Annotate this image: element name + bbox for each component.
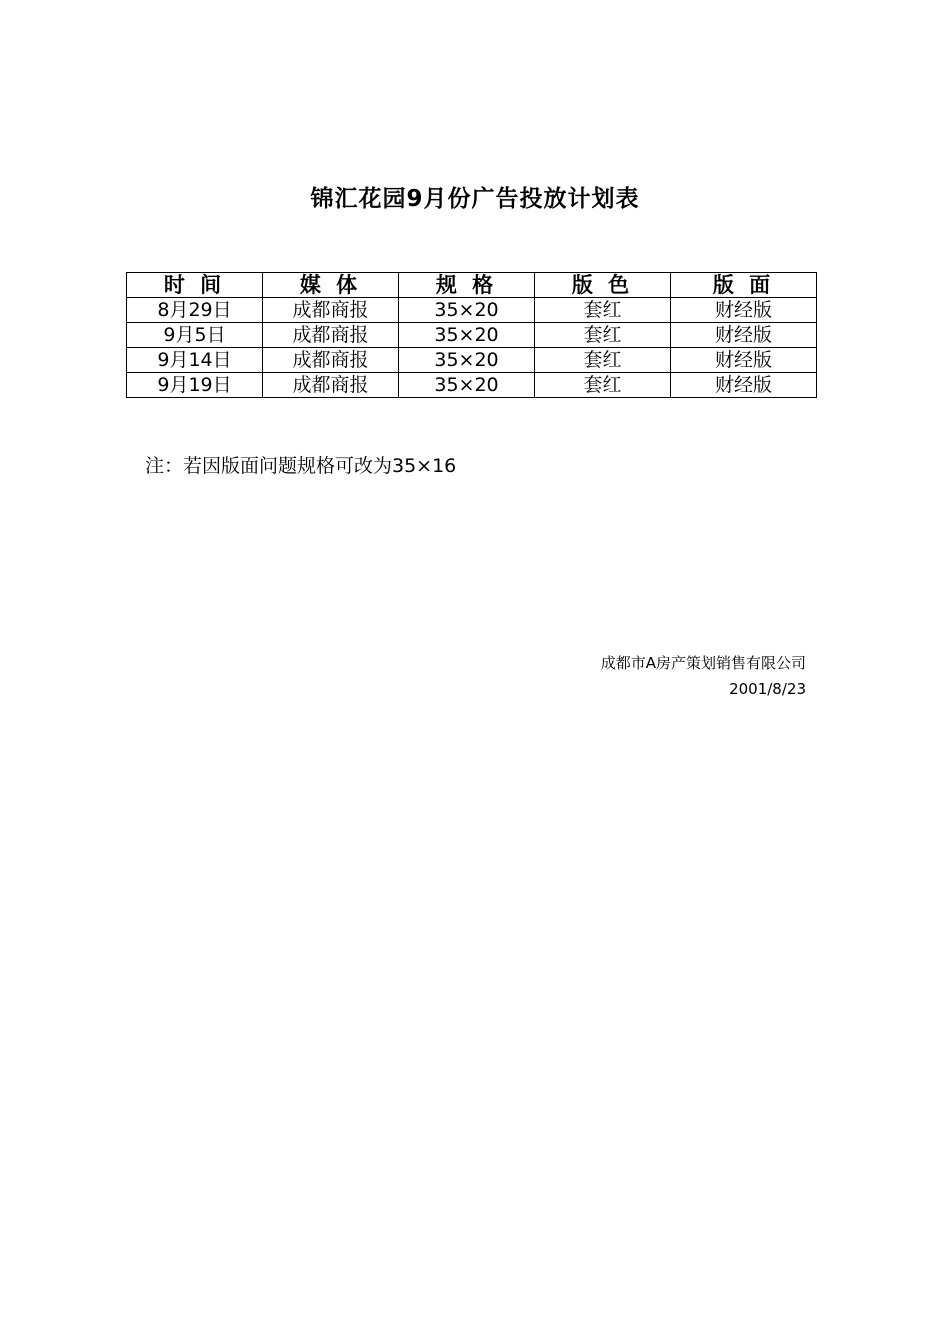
cell-color: 套红 — [535, 298, 671, 323]
table-row — [127, 373, 817, 398]
header-media: 媒 体 — [263, 273, 399, 298]
cell-spec: 35×20 — [399, 373, 535, 398]
cell-media: 成都商报 — [263, 298, 399, 323]
document-date: 2001/8/23 — [729, 680, 806, 698]
cell-spec: 35×20 — [399, 323, 535, 348]
table-header-row — [127, 273, 817, 298]
table-row — [127, 348, 817, 373]
cell-spec: 35×20 — [399, 298, 535, 323]
cell-section: 财经版 — [671, 373, 817, 398]
table-row — [127, 323, 817, 348]
cell-section: 财经版 — [671, 298, 817, 323]
table-row — [127, 298, 817, 323]
cell-media: 成都商报 — [263, 348, 399, 373]
ad-schedule-table — [126, 272, 817, 398]
cell-time: 8月29日 — [127, 298, 263, 323]
cell-time: 9月14日 — [127, 348, 263, 373]
cell-color: 套红 — [535, 348, 671, 373]
header-spec: 规 格 — [399, 273, 535, 298]
header-color: 版 色 — [535, 273, 671, 298]
cell-color: 套红 — [535, 323, 671, 348]
cell-section: 财经版 — [671, 348, 817, 373]
cell-section: 财经版 — [671, 323, 817, 348]
header-section: 版 面 — [671, 273, 817, 298]
cell-time: 9月19日 — [127, 373, 263, 398]
cell-time: 9月5日 — [127, 323, 263, 348]
cell-media: 成都商报 — [263, 373, 399, 398]
cell-media: 成都商报 — [263, 323, 399, 348]
company-signature: 成都市A房产策划销售有限公司 — [600, 654, 806, 672]
cell-color: 套红 — [535, 373, 671, 398]
spec-note: 注：若因版面问题规格可改为35×16 — [145, 455, 457, 477]
cell-spec: 35×20 — [399, 348, 535, 373]
page-title: 锦汇花园9月份广告投放计划表 — [310, 186, 640, 212]
header-time: 时 间 — [127, 273, 263, 298]
